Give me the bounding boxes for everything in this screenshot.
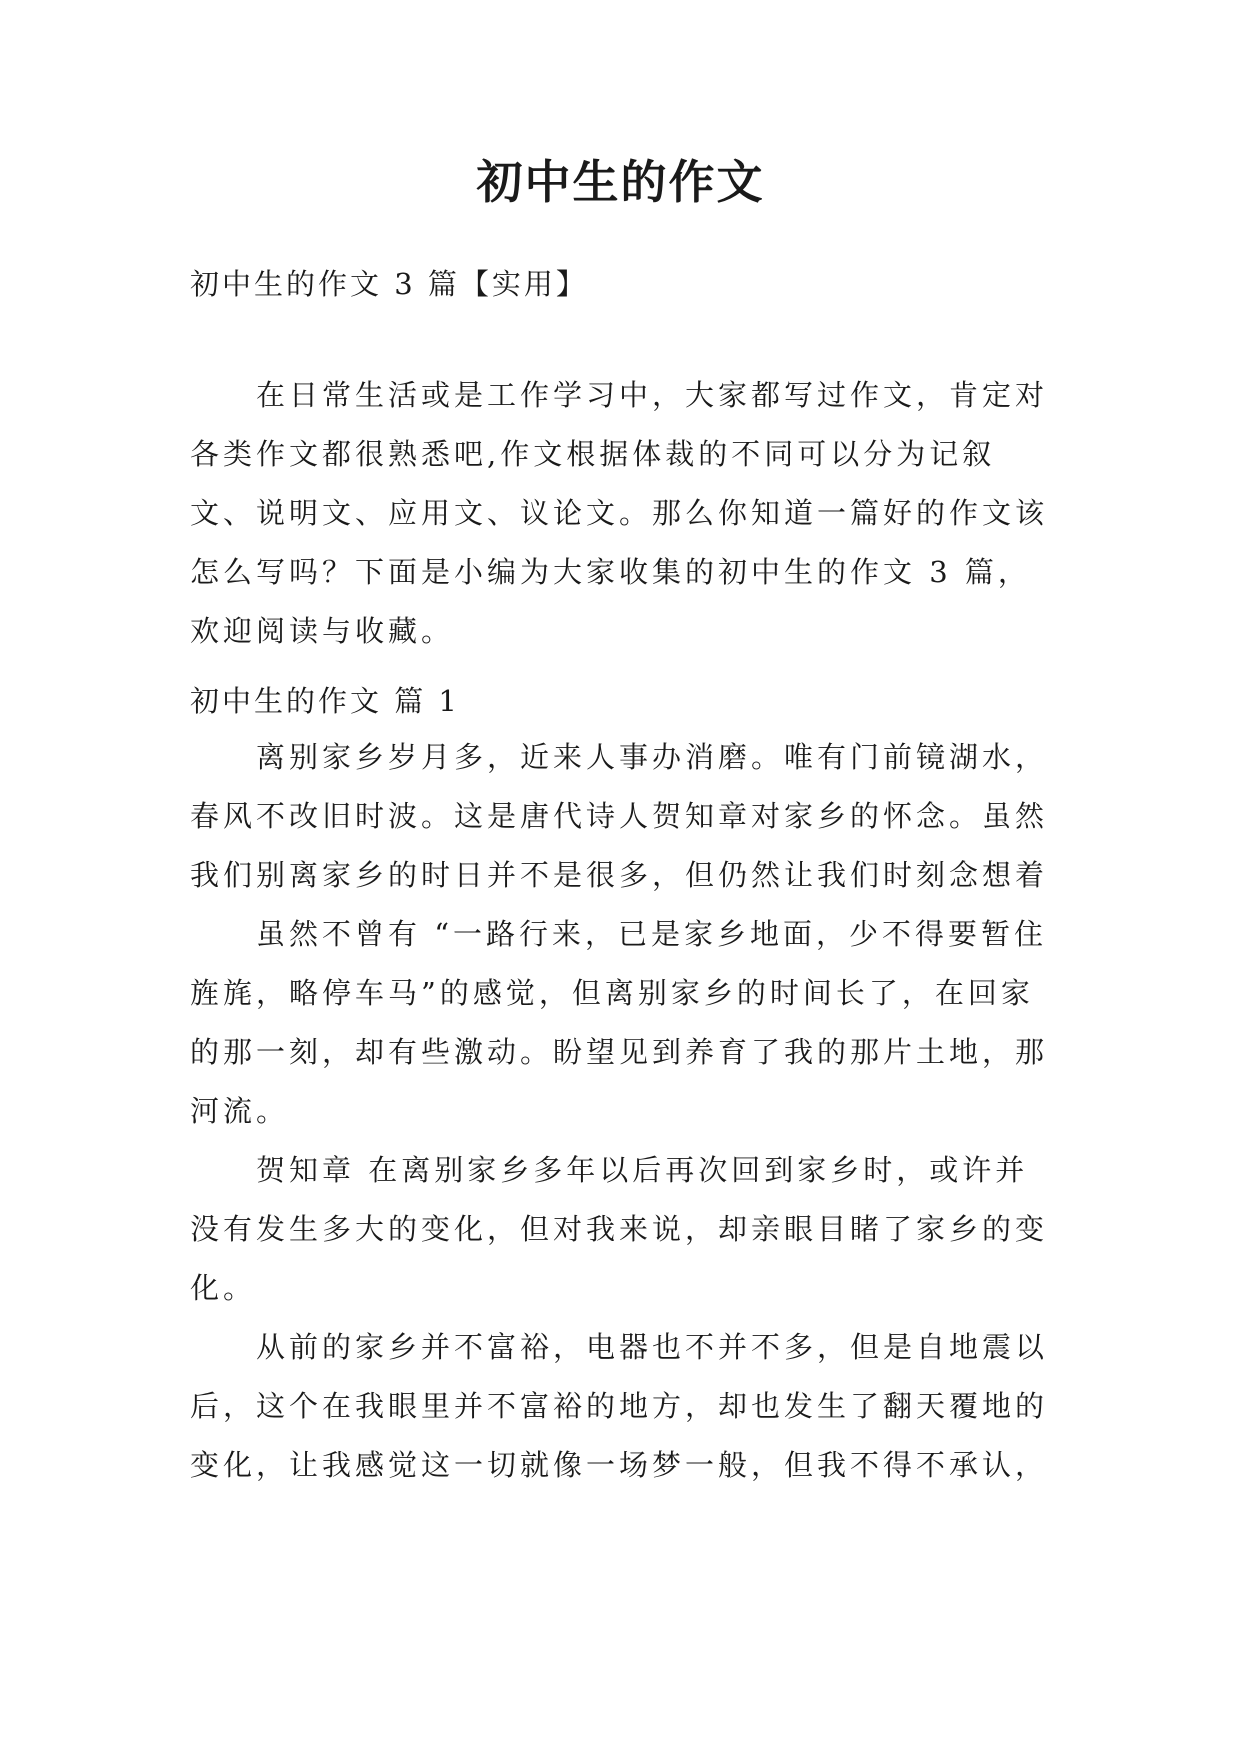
document-subtitle: 初中生的作文 3 篇【实用】	[190, 267, 588, 301]
intro-block	[190, 366, 1060, 661]
section-heading: 初中生的作文 篇 1	[190, 684, 460, 718]
intro-paragraph: 在日常生活或是工作学习中，大家都写过作文，肯定对各类作文都很熟悉吧,作文根据体裁的不同可以分为记叙文、说明文、应用文、议论文。那么你知道一篇好的作文该怎么写吗？下面是小编为大家收集的初中生的作文 3 篇，欢迎阅读与收藏。	[190, 378, 1049, 648]
document-title: 初中生的作文	[476, 155, 765, 209]
section-1	[190, 674, 1060, 1495]
body-paragraph: 贺知章 在离别家乡多年以后再次回到家乡时，或许并没有发生多大的变化，但对我来说，却亲眼目睹了家乡的变化。	[190, 1153, 1049, 1305]
body-paragraph: 虽然不曾有 “一路行来，已是家乡地面，少不得要暂住旌旄，略停车马”的感觉，但离别家乡的时间长了，在回家的那一刻，却有些激动。盼望见到养育了我的那片土地，那河流。	[190, 917, 1049, 1128]
body-paragraph: 离别家乡岁月多，近来人事办消磨。唯有门前镜湖水，春风不改旧时波。这是唐代诗人贺知章对家乡的怀念。虽然我们别离家乡的时日并不是很多，但仍然让我们时刻念想着	[190, 740, 1049, 892]
body-paragraph: 从前的家乡并不富裕，电器也不并不多，但是自地震以后，这个在我眼里并不富裕的地方，却也发生了翻天覆地的变化，让我感觉这一切就像一场梦一般，但我不得不承认，	[190, 1330, 1049, 1482]
